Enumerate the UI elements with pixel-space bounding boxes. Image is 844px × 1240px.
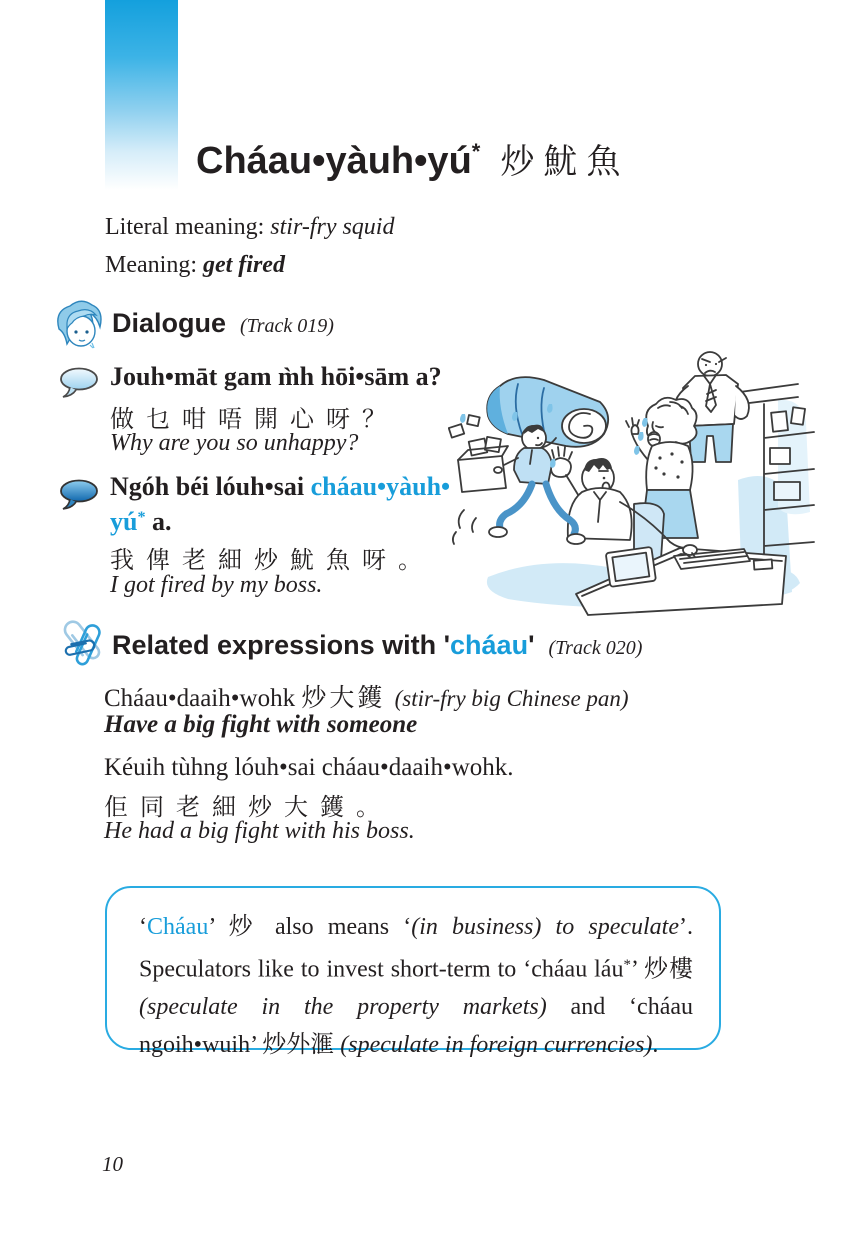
example-romanization: Kéuih tùhng lóuh•sai cháau•daaih•wohk.: [104, 754, 514, 781]
literal-meaning-value: stir-fry squid: [270, 214, 395, 240]
note-text: [139, 908, 693, 1064]
literal-meaning-label: Literal meaning:: [105, 214, 271, 240]
dialogue2-roman-black2: a.: [145, 507, 172, 536]
meaning-line: [105, 252, 285, 279]
example-chinese: 佢同老細炒大鑊。: [104, 795, 392, 821]
dialogue2-roman-black: Ngóh béi lóuh•sai: [110, 472, 311, 501]
related-heading-row: [112, 630, 642, 661]
dialogue2-romanization-line2: [110, 507, 172, 537]
dialogue2-roman-highlight: cháau•yàuh•: [310, 472, 451, 501]
related-heading-word: cháau: [450, 630, 529, 660]
dialogue-heading-row: [112, 308, 334, 339]
note-asterisk: *: [623, 957, 631, 973]
expression-chinese: 炒大鑊: [301, 685, 395, 712]
title-asterisk: *: [471, 139, 481, 164]
speech-bubble-icon: [58, 366, 102, 405]
expression-gloss: (stir-fry big Chinese pan): [394, 686, 629, 711]
note-seg2: ’. Speculators like to invest short-term to ‘cháau láu: [139, 914, 693, 983]
note-italic2: (speculate in the property markets): [139, 994, 547, 1021]
dialogue1-romanization: Jouh•māt gam m̀h hōi•sām a?: [110, 362, 442, 391]
title-romanization: Cháau•yàuh•yú: [196, 140, 472, 182]
note-keyword: Cháau: [147, 914, 209, 940]
office-fired-cartoon-illustration: [448, 342, 818, 622]
page-number: 10: [102, 1152, 123, 1176]
example-english: He had a big fight with his boss.: [104, 818, 415, 844]
expression-meaning: Have a big fight with someone: [104, 711, 418, 738]
speaker-face-icon: [54, 297, 104, 355]
note-seg5: .: [652, 1032, 659, 1059]
title-chinese: 炒魷魚: [500, 144, 630, 181]
dialogue2-english: I got fired by my boss.: [110, 572, 323, 598]
dialogue-track-label: (Track 019): [240, 315, 334, 337]
note-italic1: (in business) to speculate: [411, 914, 679, 940]
note-seg3: ’ 炒樓: [630, 956, 693, 983]
note-seg1: ’ 炒 also means ‘: [208, 914, 412, 940]
paperclips-icon: [52, 614, 114, 676]
dialogue2-roman-highlight2: yú: [110, 507, 138, 536]
page-title: [196, 134, 629, 183]
dialogue2-chinese: 我俾老細炒魷魚呀。: [110, 548, 434, 574]
related-track-label: (Track 020): [548, 637, 643, 659]
expression-romanization: Cháau•daaih•wohk: [104, 685, 302, 712]
note-box: [105, 886, 721, 1059]
speech-bubble-dark-icon: [58, 478, 102, 517]
dialogue2-romanization-line1: [110, 472, 450, 502]
dialogue1-english: Why are you so unhappy?: [110, 430, 359, 456]
literal-meaning-line: [105, 214, 394, 241]
meaning-label: Meaning:: [105, 252, 203, 278]
dialogue2-asterisk: *: [137, 508, 146, 526]
related-heading-suffix: ': [528, 630, 535, 660]
note-italic3: (speculate in foreign currencies): [340, 1032, 653, 1059]
expression-line: [104, 678, 629, 714]
note-seg4: and ‘cháau ngoih•wuih’ 炒外滙: [139, 994, 693, 1059]
note-quote-open: ‘: [139, 914, 147, 940]
dialogue1-chinese: 做乜咁唔開心呀？: [110, 407, 398, 433]
dialogue-heading: Dialogue: [112, 308, 227, 338]
meaning-value: get fired: [202, 252, 285, 278]
chapter-tab: [105, 0, 178, 190]
related-heading-prefix: Related expressions with ': [112, 630, 451, 660]
chapter-number: 10: [3, 34, 70, 92]
